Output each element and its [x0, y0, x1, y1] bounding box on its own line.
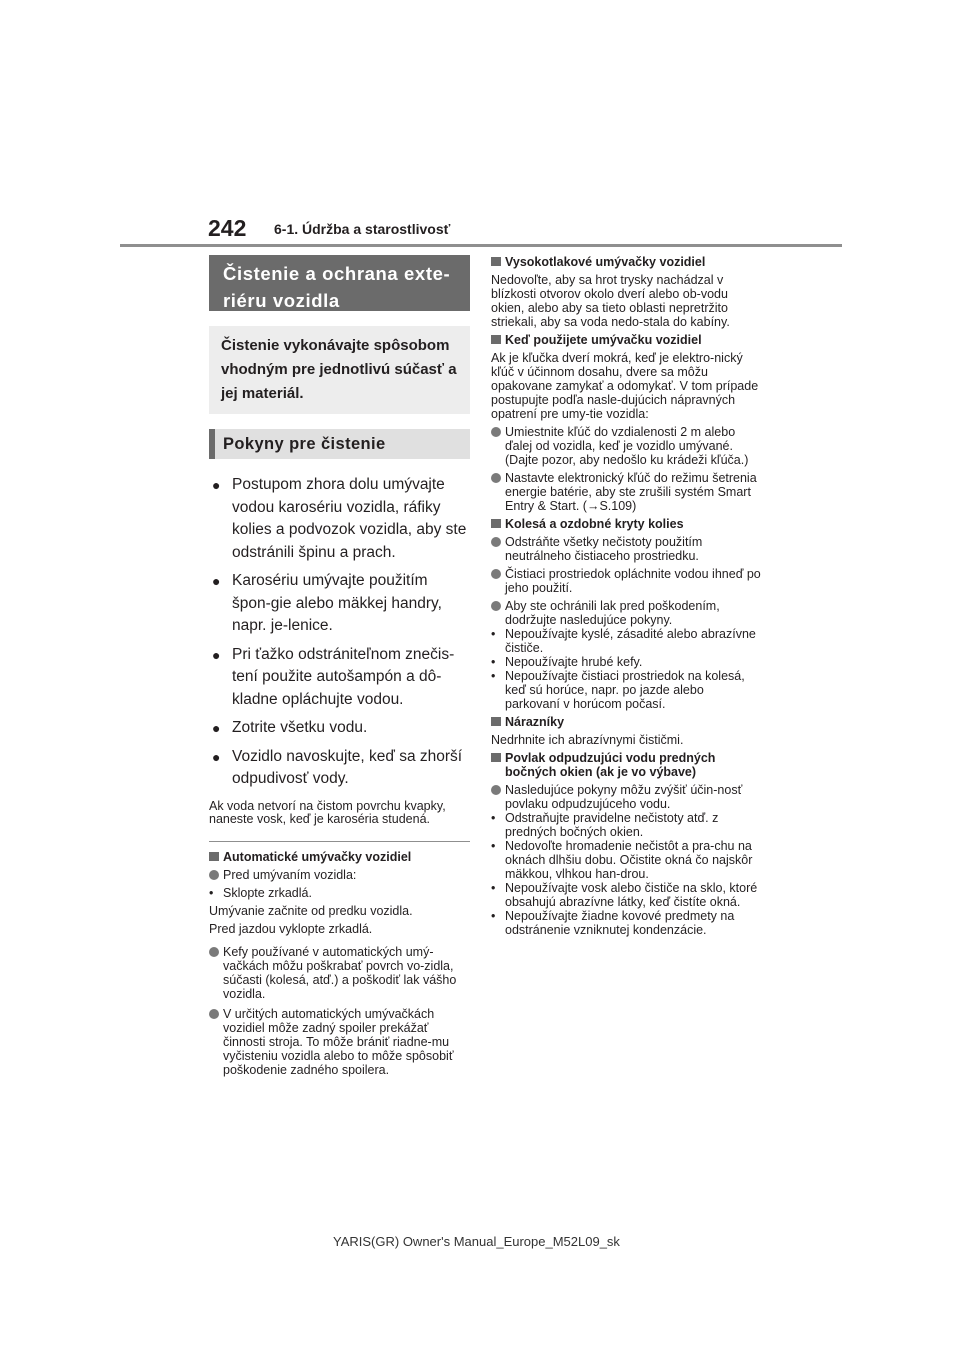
bullet-icon: ●: [212, 748, 221, 765]
circle-bullet-icon: [491, 785, 501, 795]
paragraph: Ak je kľučka dverí mokrá, keď je elektro-nický kľúč v účinnom dosahu, dvere sa môžu opakovane zamykať a odomykať. V tom prípade postupujte podľa nasle-dujúcich nápravných opatrení pre umy-tie vozidla:: [491, 351, 759, 421]
list-item: Umiestnite kľúč do vzdialenosti 2 m alebo ďalej od vozidla, keď je vozidlo umývané. (Dajte pozor, aby nedošlo ku krádeži kľúča.): [491, 425, 761, 467]
square-bullet-icon: [491, 257, 501, 266]
page-number: 242: [208, 215, 247, 241]
sub-list: [209, 886, 470, 900]
divider: [209, 841, 470, 842]
bullet-icon: ●: [212, 477, 221, 493]
list-item: Kefy používané v automatických umý-vačkách môžu poškrabať povrch vo-zidla, súčasti (kolesá, atď.) a poškodiť lak vášho vozidla.: [209, 945, 470, 1001]
square-bullet-icon: [491, 717, 501, 726]
circle-bullet-icon: [491, 537, 501, 547]
square-bullet-icon: [491, 335, 501, 344]
paragraph: Nedrhnite ich abrazívnymi čističmi.: [491, 733, 684, 747]
high-pressure-heading: Vysokotlakové umývačky vozidiel: [491, 255, 761, 269]
sub-item: • Nepoužívajte kyslé, zásadité alebo abrazívne čističe.: [491, 627, 756, 655]
sub-item: • Odstraňujte pravidelne nečistoty atď. z predných bočných okien.: [491, 811, 719, 839]
sub-item: • Nepoužívajte hrubé kefy.: [491, 655, 643, 669]
paragraph: Umývanie začnite od predku vozidla.: [209, 903, 413, 918]
list-item: Pred umývaním vozidla:: [209, 868, 470, 882]
chapter-title: Čistenie a ochrana exte-riéru vozidla: [209, 255, 470, 311]
list-item: ● Karosériu umývajte použitím špon-gie alebo mäkkej handry, napr. je-lenice.: [209, 570, 470, 638]
list-item: ● Vozidlo navoskujte, keď sa zhorší odpudivosť vody.: [209, 746, 470, 791]
bullet-icon: ●: [212, 720, 221, 736]
sub-item: • Nedovoľte hromadenie nečistôt a pra-chu na oknách dlhšiu dobu. Očistite okná čo najskôr mäkkou, vlhkou han-drou.: [491, 839, 753, 881]
circle-bullet-icon: [209, 1009, 219, 1019]
right-column: [491, 255, 761, 937]
circle-bullet-icon: [491, 601, 501, 611]
intro-box: Čistenie vykonávajte spôsobom vhodným pre jednotlivú súčasť a jej materiál.: [209, 326, 470, 414]
paragraph: Nedovoľte, aby sa hrot trysky nachádzal v blízkosti otvorov okolo dverí alebo ob-vodu okien, alebo aby sa tieto oblasti nepretržito striekali, aby sa voda nedo-stala do kabíny.: [491, 273, 730, 329]
wax-note: Ak voda netvorí na čistom povrchu kvapky, naneste vosk, keď je karoséria studená.: [209, 798, 446, 826]
circle-bullet-icon: [491, 427, 501, 437]
list-item: Odstráňte všetky nečistoty použitím neutrálneho čistiaceho prostriedku.: [491, 535, 761, 563]
sub-item: • Nepoužívajte žiadne kovové predmety na odstránenie vzniknutej kondenzácie.: [491, 909, 735, 937]
cleaning-steps: [209, 474, 470, 791]
paragraph: Pred jazdou vyklopte zrkadlá.: [209, 921, 373, 936]
circle-bullet-icon: [209, 947, 219, 957]
auto-wash-heading: Automatické umývačky vozidiel: [209, 850, 470, 864]
bumpers-heading: Nárazníky: [491, 715, 761, 729]
left-column: [209, 255, 470, 1081]
sub-item: • Nepoužívajte čistiaci prostriedok na kolesá, keď sú horúce, napr. po jazde alebo parkovaní v horúcom počasí.: [491, 669, 745, 711]
key-heading: Keď použijete umývačku vozidiel: [491, 333, 761, 347]
list-item: Nastavte elektronický kľúč do režimu šetrenia energie batérie, aby ste zrušili systém Smart Entry & Start. (→S.109): [491, 471, 761, 513]
list-item: ● Pri ťažko odstrániteľnom znečis-tení použite autošampón a dô-kladne opláchujte vodou.: [209, 644, 470, 712]
square-bullet-icon: [209, 852, 219, 861]
circle-bullet-icon: [491, 473, 501, 483]
bullet-icon: ●: [212, 646, 221, 663]
bullet-icon: ●: [212, 573, 221, 589]
sub-item: • Sklopte zrkadlá.: [209, 885, 312, 900]
sub-list: [491, 627, 761, 711]
list-item: ● Zotrite všetku vodu.: [209, 717, 470, 740]
subsection-title: Pokyny pre čistenie: [209, 429, 470, 459]
list-item: Čistiaci prostriedok opláchnite vodou ihneď po jeho použití.: [491, 567, 761, 595]
section-title: 6-1. Údržba a starostlivosť: [274, 221, 451, 237]
list-item: Aby ste ochránili lak pred poškodením, dodržujte nasledujúce pokyny.: [491, 599, 761, 627]
sub-item: • Nepoužívajte vosk alebo čističe na sklo, ktoré obsahujú abrazívne látky, keď čistíte okná.: [491, 881, 758, 909]
coating-heading: Povlak odpudzujúci vodu predných bočných okien (ak je vo výbave): [491, 751, 761, 779]
footer-doc-id: YARIS(GR) Owner's Manual_Europe_M52L09_sk: [333, 1234, 620, 1249]
list-item: ● Postupom zhora dolu umývajte vodou karosériu vozidla, ráfiky kolies a podvozok vozidla, aby ste odstránili špinu a prach.: [209, 474, 470, 564]
square-bullet-icon: [491, 753, 501, 762]
header-rule: [120, 244, 842, 247]
square-bullet-icon: [491, 519, 501, 528]
wheels-heading: Kolesá a ozdobné kryty kolies: [491, 517, 761, 531]
circle-bullet-icon: [209, 870, 219, 880]
sub-list: [491, 811, 761, 937]
list-item: V určitých automatických umývačkách vozidiel môže zadný spoiler prekážať činnosti stroja. To môže brániť riadne-mu vyčisteniu vozidla alebo to môže spôsobiť poškodenie zadného spoilera.: [209, 1007, 470, 1077]
circle-bullet-icon: [491, 569, 501, 579]
list-item: Nasledujúce pokyny môžu zvýšiť účin-nosť povlaku odpudzujúceho vodu.: [491, 783, 761, 811]
